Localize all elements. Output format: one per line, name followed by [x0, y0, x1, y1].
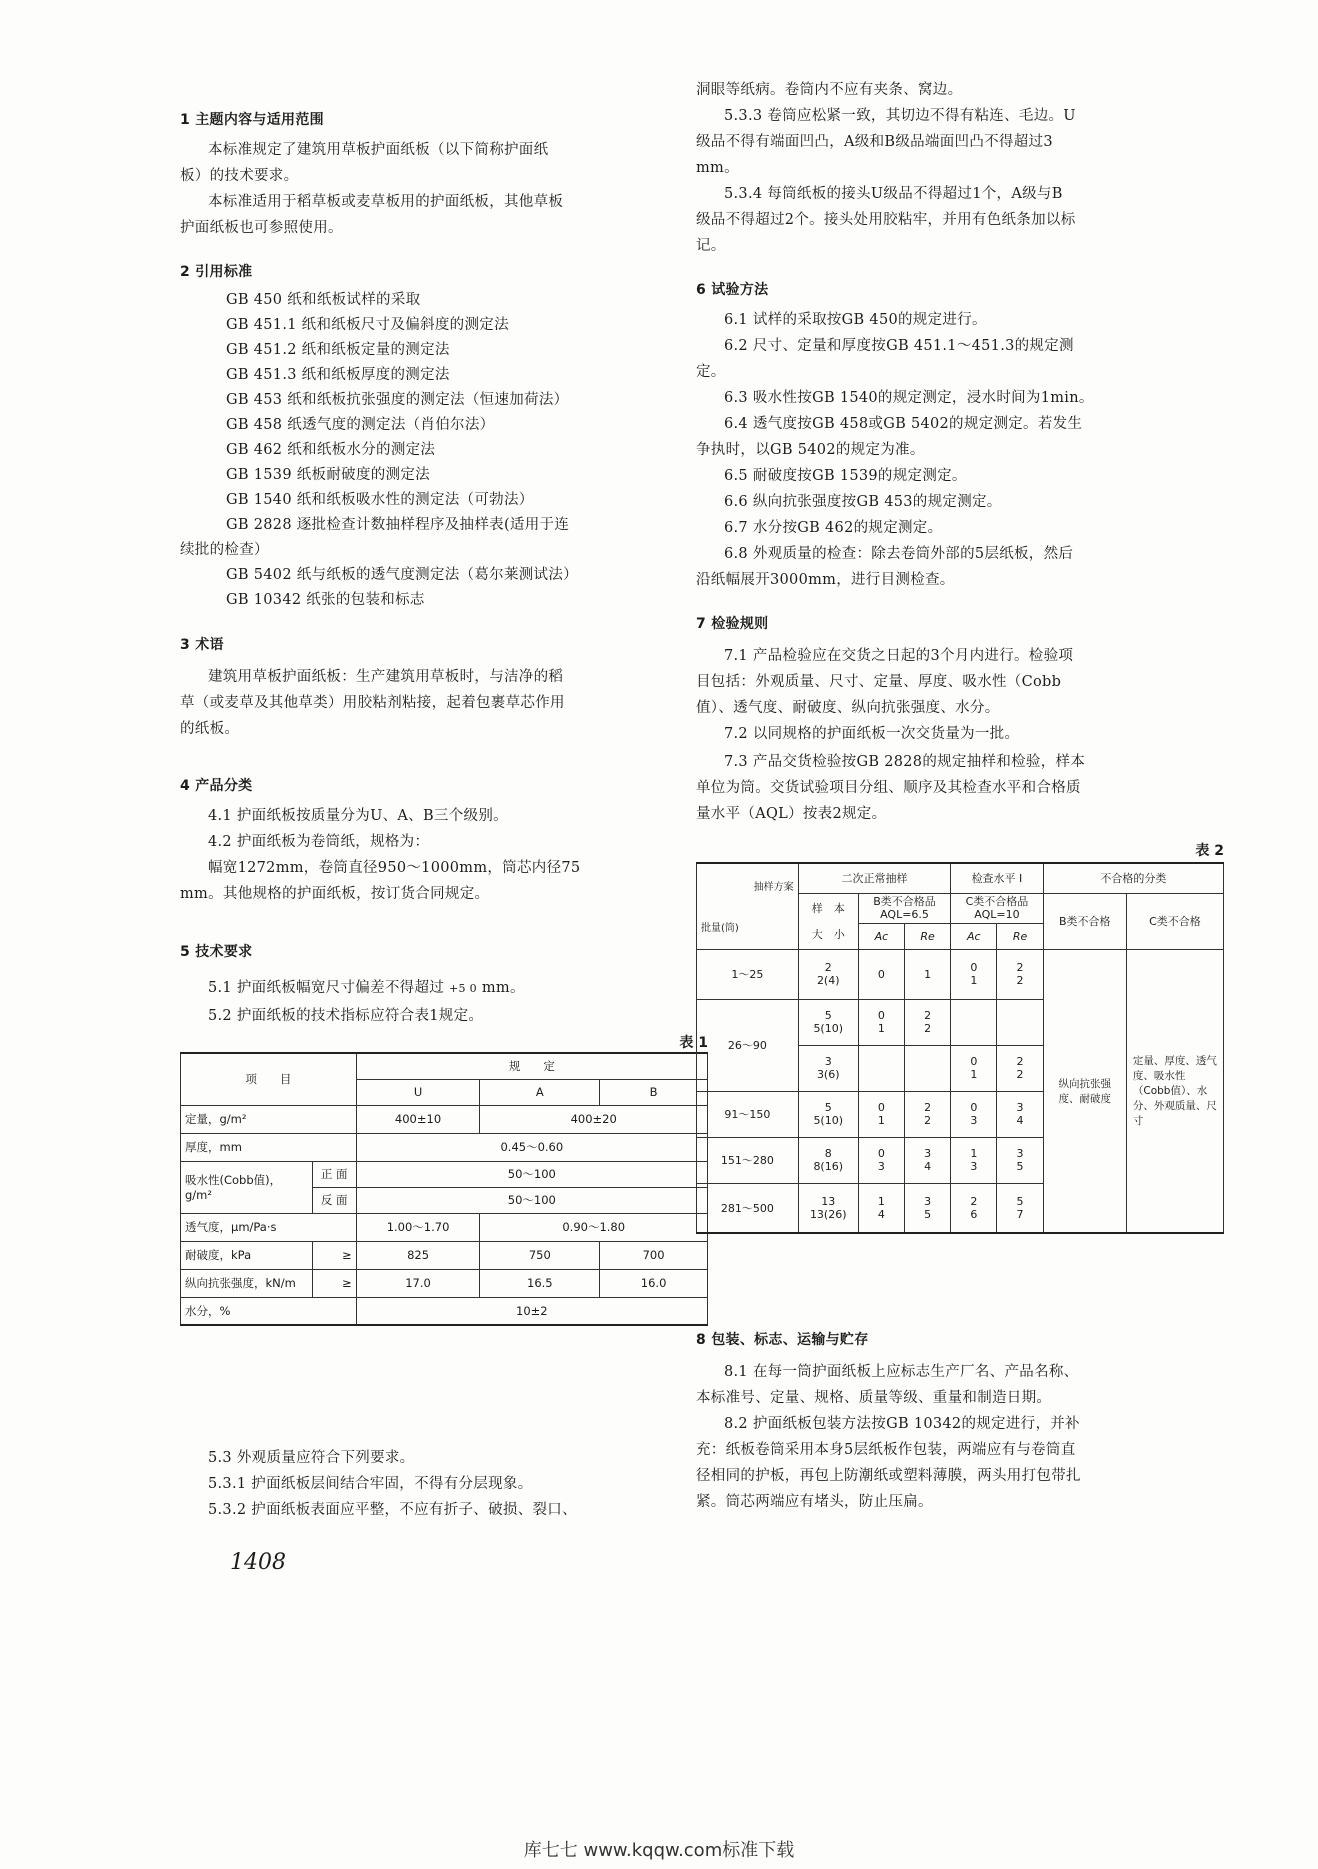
paragraph: 幅宽1272mm，卷筒直径950～1000mm，筒芯内径75: [208, 860, 581, 876]
section-8-title: 8 包装、标志、运输与贮存: [696, 1332, 869, 1348]
sample-1: 8: [824, 1147, 832, 1160]
table-1: [180, 1052, 708, 1326]
header-unqualified: 不合格的分类: [1043, 863, 1223, 893]
paragraph: 7.2 以同规格的护面纸板一次交货量为一批。: [724, 726, 1020, 742]
table-2: [696, 862, 1224, 1234]
sample-cell: [798, 1137, 858, 1183]
cell: 400±10: [356, 1105, 480, 1133]
paragraph: 4.1 护面纸板按质量分为U、A、B三个级别。: [208, 808, 508, 824]
b-ac-cell: [858, 999, 904, 1045]
paragraph: 值）、透气度、耐破度、纵向抗张强度、水分。: [696, 700, 1000, 716]
value: 2: [924, 1022, 932, 1035]
header-ac: Ac: [951, 923, 997, 949]
header-u: U: [356, 1079, 480, 1105]
cell: 700: [600, 1241, 708, 1269]
header-ac: Ac: [858, 923, 904, 949]
b-re-cell: [905, 1045, 951, 1091]
value: 2: [1016, 961, 1024, 974]
value: 1: [924, 967, 932, 981]
paragraph: 6.3 吸水性按GB 1540的规定测定，浸水时间为1min。: [724, 390, 1094, 406]
paragraph: 6.8 外观质量的检查：除去卷筒外部的5层纸板，然后: [724, 546, 1074, 562]
header-b: B: [600, 1079, 708, 1105]
header-c-aql: [951, 893, 1043, 923]
value: 1: [877, 1194, 885, 1208]
header-double: 二次正常抽样: [798, 863, 951, 893]
batch-cell: 1～25: [697, 949, 799, 999]
sample-1: 2: [824, 961, 832, 974]
value: 2: [924, 1009, 932, 1022]
reference-item: GB 1540 纸和纸板吸水性的测定法（可勃法）: [226, 492, 534, 508]
row-label: 吸水性(Cobb值)，g/m²: [181, 1161, 313, 1213]
paragraph: [180, 978, 708, 999]
paragraph: 级品不得超过2个。接头处用胶粘牢，并用有色纸条加以标: [696, 212, 1076, 228]
value: 5: [1016, 1160, 1024, 1173]
value: 3: [924, 1194, 932, 1208]
paragraph: 4.2 护面纸板为卷筒纸，规格为：: [208, 834, 430, 850]
b-ac-cell: [858, 1137, 904, 1183]
header-item: 项 目: [181, 1053, 357, 1105]
b-ac-cell: [858, 1183, 904, 1233]
paragraph: 紧。筒芯两端应有堵头，防止压扁。: [696, 1494, 933, 1510]
header-c-class: C类不合格品: [965, 895, 1029, 908]
paragraph: 目包括：外观质量、尺寸、定量、厚度、吸水性（Cobb: [696, 674, 1062, 690]
paragraph: 5.3.1 护面纸板层间结合牢固，不得有分层现象。: [208, 1476, 533, 1492]
table-1-caption: 表 1: [679, 1035, 708, 1051]
value: 3: [1016, 1101, 1024, 1114]
value: 2: [1016, 1068, 1024, 1081]
reference-item: GB 10342 纸张的包装和标志: [226, 592, 425, 608]
reference-item-continued: 续批的检查）: [180, 542, 269, 558]
paragraph: 沿纸幅展开3000mm，进行目测检查。: [696, 572, 955, 588]
paragraph: 级品不得有端面凹凸，A级和B级品端面凹凸不得超过3: [696, 134, 1053, 150]
header-batch: 批量(筒): [701, 923, 739, 935]
section-3-title: 3 术语: [180, 637, 224, 653]
value: 5: [924, 1207, 932, 1221]
value: 3: [877, 1160, 885, 1173]
reference-item: GB 451.1 纸和纸板尺寸及偏斜度的测定法: [226, 317, 509, 333]
header-re: Re: [905, 923, 951, 949]
value: 0: [970, 961, 978, 974]
paragraph: 建筑用草板护面纸板：生产建筑用草板时，与洁净的稻: [208, 669, 564, 685]
sample-1: 5: [824, 1101, 832, 1114]
row-label: 水分，%: [181, 1297, 357, 1325]
c-re-cell: [997, 1045, 1043, 1091]
header-size: 大 小: [811, 928, 845, 941]
c-re-cell: [997, 1091, 1043, 1137]
row-label: 耐破度，kPa: [181, 1241, 313, 1269]
paragraph: 量水平（AQL）按表2规定。: [696, 806, 887, 822]
cell: ≥: [312, 1241, 356, 1269]
cell: 1.00～1.70: [356, 1213, 480, 1241]
paragraph: 本标准号、定量、规格、质量等级、重量和制造日期。: [696, 1390, 1052, 1406]
row-label: 定量，g/m²: [181, 1105, 357, 1133]
cell: 50～100: [356, 1161, 707, 1187]
tolerance: +5 0: [449, 982, 477, 995]
value: 0: [877, 967, 885, 981]
b-re-cell: [905, 999, 951, 1045]
sample-1: 13: [821, 1194, 836, 1208]
paragraph: 5.3.2 护面纸板表面应平整，不应有折子、破损、裂口、: [208, 1502, 577, 1518]
section-1-title: 1 主题内容与适用范围: [180, 112, 324, 128]
c-ac-cell: [951, 949, 997, 999]
reference-item: GB 451.3 纸和纸板厚度的测定法: [226, 367, 450, 383]
sample-2: 5(10): [813, 1114, 844, 1127]
sample-2: 3(6): [816, 1068, 840, 1081]
c-ac-cell: [951, 1183, 997, 1233]
section-7-title: 7 检验规则: [696, 616, 769, 632]
paragraph: 板）的技术要求。: [180, 168, 299, 184]
value: 1: [970, 1068, 978, 1081]
cell: 0.90～1.80: [480, 1213, 708, 1241]
cell: 50～100: [356, 1187, 707, 1213]
b-ac-cell: [858, 949, 904, 999]
value: 0: [877, 1009, 885, 1022]
cell: 17.0: [356, 1269, 480, 1297]
sample-2: 5(10): [813, 1022, 844, 1035]
row-label: 透气度，μm/Pa·s: [181, 1213, 357, 1241]
header-scheme-batch: [697, 863, 799, 949]
paragraph: 5.3.4 每筒纸板的接头U级品不得超过1个，A级与B: [724, 186, 1063, 202]
table-row: [697, 949, 1224, 999]
value: 4: [924, 1160, 932, 1173]
section-4-title: 4 产品分类: [180, 778, 253, 794]
paragraph: 记。: [696, 238, 726, 254]
section-6-title: 6 试验方法: [696, 282, 769, 298]
b-ac-cell: [858, 1091, 904, 1137]
value: 2: [970, 1194, 978, 1208]
reference-item: GB 458 纸透气度的测定法（肖伯尔法）: [226, 417, 495, 433]
paragraph: 5.2 护面纸板的技术指标应符合表1规定。: [208, 1008, 484, 1024]
cell: 825: [356, 1241, 480, 1269]
paragraph: 充：纸板卷筒采用本身5层纸板作包装，两端应有与卷筒直: [696, 1442, 1076, 1458]
paragraph: 的纸板。: [180, 721, 240, 737]
sample-cell: [798, 1091, 858, 1137]
b-re-cell: [905, 1091, 951, 1137]
header-b-unqualified: B类不合格: [1043, 893, 1126, 949]
paragraph: 定。: [696, 364, 726, 380]
paragraph: 单位为筒。交货试验项目分组、顺序及其检查水平和合格质: [696, 780, 1081, 796]
header-c-unqualified: C类不合格: [1126, 893, 1223, 949]
value: 3: [1016, 1147, 1024, 1160]
footer-watermark: 库七七 www.kqqw.com标准下载: [523, 1840, 795, 1861]
cell: 10±2: [356, 1297, 707, 1325]
paragraph: 护面纸板也可参照使用。: [180, 220, 343, 236]
c-ac-cell: [951, 1137, 997, 1183]
section-5-title: 5 技术要求: [180, 944, 253, 960]
c-ac-cell: [951, 1045, 997, 1091]
paragraph: 8.2 护面纸板包装方法按GB 10342的规定进行，并补: [724, 1416, 1080, 1432]
reference-item: GB 450 纸和纸板试样的采取: [226, 292, 421, 308]
c-re-cell: [997, 949, 1043, 999]
row-label: 厚度，mm: [181, 1133, 357, 1161]
sample-cell: [798, 949, 858, 999]
value: 4: [877, 1207, 885, 1221]
reference-item: GB 453 纸和纸板抗张强度的测定法（恒速加荷法）: [226, 392, 569, 408]
paragraph: 6.7 水分按GB 462的规定测定。: [724, 520, 943, 536]
cell: 16.5: [480, 1269, 600, 1297]
paragraph: 径相同的护板，再包上防潮纸或塑料薄膜，两头用打包带扎: [696, 1468, 1081, 1484]
c-re-cell: [997, 999, 1043, 1045]
value: 1: [970, 974, 978, 987]
value: 0: [877, 1101, 885, 1114]
paragraph: mm。: [696, 160, 739, 176]
header-b-aql: [858, 893, 950, 923]
paragraph: 6.2 尺寸、定量和厚度按GB 451.1～451.3的规定测: [724, 338, 1074, 354]
cell: 反 面: [312, 1187, 356, 1213]
sample-2: 8(16): [813, 1160, 844, 1173]
value: 4: [1016, 1114, 1024, 1127]
b-re-cell: [905, 1183, 951, 1233]
clause-text: 5.1 护面纸板幅宽尺寸偏差不得超过: [208, 980, 445, 996]
c-ac-cell: [951, 999, 997, 1045]
header-b-class: B类不合格品: [873, 895, 936, 908]
batch-cell: 281～500: [697, 1183, 799, 1233]
paragraph: mm。其他规格的护面纸板，按订货合同规定。: [180, 886, 490, 902]
header-a: A: [480, 1079, 600, 1105]
batch-cell: 26～90: [697, 999, 799, 1091]
header-re: Re: [997, 923, 1043, 949]
header-spec: 规 定: [356, 1053, 707, 1079]
cell: ≥: [312, 1269, 356, 1297]
cell: 400±20: [480, 1105, 708, 1133]
value: 6: [970, 1207, 978, 1221]
reference-item: GB 2828 逐批检查计数抽样程序及抽样表(适用于连: [226, 517, 570, 533]
paragraph: 本标准规定了建筑用草板护面纸板（以下简称护面纸: [208, 142, 549, 158]
paragraph: 6.6 纵向抗张强度按GB 453的规定测定。: [724, 494, 1002, 510]
reference-item: GB 451.2 纸和纸板定量的测定法: [226, 342, 450, 358]
value: 3: [924, 1147, 932, 1160]
value: 1: [877, 1022, 885, 1035]
b-items-cell: 纵向抗张强度、耐破度: [1043, 949, 1126, 1233]
sample-cell: [798, 999, 858, 1045]
value: 0: [970, 1101, 978, 1114]
paragraph: 洞眼等纸病。卷筒内不应有夹条、窝边。: [696, 82, 963, 98]
sample-cell: [798, 1045, 858, 1091]
value: 1: [970, 1147, 978, 1160]
header-sample: [798, 893, 858, 949]
reference-item: GB 462 纸和纸板水分的测定法: [226, 442, 436, 458]
paragraph: 8.1 在每一筒护面纸板上应标志生产厂名、产品名称、: [724, 1364, 1079, 1380]
section-2-title: 2 引用标准: [180, 264, 253, 280]
header-c-aql-value: AQL=10: [974, 908, 1020, 921]
value: 3: [970, 1114, 978, 1127]
sample-cell: [798, 1183, 858, 1233]
cell: 0.45～0.60: [356, 1133, 707, 1161]
c-items-cell: 定量、厚度、透气度、吸水性（Cobb值）、水分、外观质量、尺寸: [1126, 949, 1223, 1233]
paragraph: 6.4 透气度按GB 458或GB 5402的规定测定。若发生: [724, 416, 1083, 432]
reference-item: GB 1539 纸板耐破度的测定法: [226, 467, 430, 483]
sample-1: 5: [824, 1009, 832, 1022]
value: 2: [1016, 1055, 1024, 1068]
header-b-aql-value: AQL=6.5: [880, 908, 929, 921]
header-level: 检查水平 I: [951, 863, 1043, 893]
b-re-cell: [905, 949, 951, 999]
header-sample-label: 样 本: [811, 902, 845, 915]
value: 5: [1016, 1194, 1024, 1208]
value: 1: [877, 1114, 885, 1127]
c-re-cell: [997, 1183, 1043, 1233]
paragraph: 争执时，以GB 5402的规定为准。: [696, 442, 925, 458]
row-label: 纵向抗张强度，kN/m: [181, 1269, 313, 1297]
batch-cell: 91～150: [697, 1091, 799, 1137]
table-2-caption: 表 2: [1195, 843, 1224, 859]
reference-item: GB 5402 纸与纸板的透气度测定法（葛尔莱测试法）: [226, 567, 578, 583]
c-re-cell: [997, 1137, 1043, 1183]
paragraph: 本标准适用于稻草板或麦草板用的护面纸板，其他草板: [208, 194, 564, 210]
page-number: 1408: [230, 1550, 286, 1575]
batch-cell: 151～280: [697, 1137, 799, 1183]
sample-2: 13(26): [809, 1207, 847, 1221]
value: 2: [924, 1114, 932, 1127]
value: 7: [1016, 1207, 1024, 1221]
b-re-cell: [905, 1137, 951, 1183]
paragraph: 5.3 外观质量应符合下列要求。: [208, 1450, 415, 1466]
paragraph: 7.3 产品交货检验按GB 2828的规定抽样和检验，样本: [724, 754, 1086, 770]
header-scheme: 抽样方案: [753, 882, 794, 894]
paragraph: 草（或麦草及其他草类）用胶粘剂粘接，起着包裹草芯作用: [180, 695, 565, 711]
paragraph: 6.1 试样的采取按GB 450的规定进行。: [724, 312, 987, 328]
paragraph: 6.5 耐破度按GB 1539的规定测定。: [724, 468, 967, 484]
c-ac-cell: [951, 1091, 997, 1137]
b-ac-cell: [858, 1045, 904, 1091]
paragraph: 7.1 产品检验应在交货之日起的3个月内进行。检验项: [724, 648, 1074, 664]
value: 2: [924, 1101, 932, 1114]
value: 0: [970, 1055, 978, 1068]
sample-2: 2(4): [816, 974, 840, 987]
sample-1: 3: [824, 1055, 832, 1068]
value: 2: [1016, 974, 1024, 987]
value: 3: [970, 1160, 978, 1173]
cell: 16.0: [600, 1269, 708, 1297]
value: 0: [877, 1147, 885, 1160]
cell: 750: [480, 1241, 600, 1269]
cell: 正 面: [312, 1161, 356, 1187]
paragraph: 5.3.3 卷筒应松紧一致，其切边不得有粘连、毛边。U: [724, 108, 1076, 124]
unit: mm。: [481, 980, 525, 996]
